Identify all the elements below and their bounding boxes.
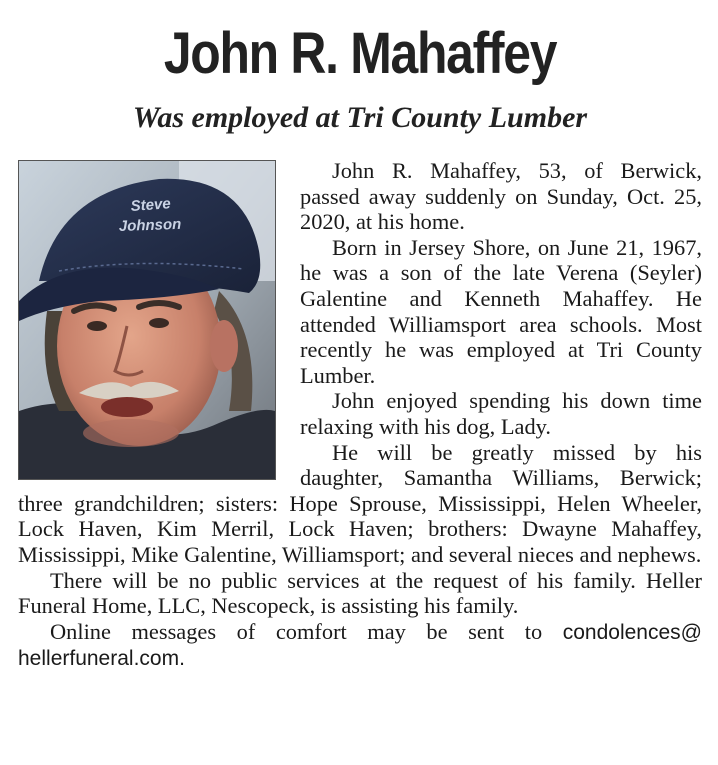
paragraph-condolences <box>18 619 702 672</box>
cap-text-line1: Steve <box>130 195 172 215</box>
portrait-illustration <box>19 161 275 479</box>
obituary-page <box>18 14 702 672</box>
obituary-subhead: Was employed at Tri County Lumber <box>132 101 588 134</box>
paragraph-services: There will be no public services at the request of his family. Heller Funeral Home, LLC, Nescopeck, is assisting his family. <box>18 567 702 619</box>
obituary-headline: John R. Mahaffey <box>163 21 557 86</box>
condolences-text: Online messages of comfort may be sent to <box>50 618 563 644</box>
condolences-email[interactable]: condolences@ hellerfuneral.com. <box>18 620 702 671</box>
paragraph-survivors: He will be greatly missed by his daughter, Samantha Williams, Berwick; three grandchildren; sisters: Hope Sprouse, Mississippi, Helen Wheeler, Lock Haven, Kim Merril, Lock Haven; brothers: Dwayne Mahaffey, Mississippi, Mike Galentine, Williamsport; and several nieces and nephews. <box>18 439 702 567</box>
portrait-photo <box>18 160 276 480</box>
paragraph-hobbies: John enjoyed spending his down time relaxing with his dog, Lady. <box>300 388 702 439</box>
paragraph-birth: Born in Jersey Shore, on June 21, 1967, he was a son of the late Verena (Seyler) Galentine and Kenneth Mahaffey. He attended Williamsport area schools. Most recently he was employed at Tri County Lumber. <box>300 234 702 388</box>
paragraph-intro: John R. Mahaffey, 53, of Berwick, passed away suddenly on Sunday, Oct. 25, 2020, at his home. <box>300 158 702 235</box>
obituary-body <box>18 158 702 672</box>
cap-text-line2: Johnson <box>118 215 182 235</box>
